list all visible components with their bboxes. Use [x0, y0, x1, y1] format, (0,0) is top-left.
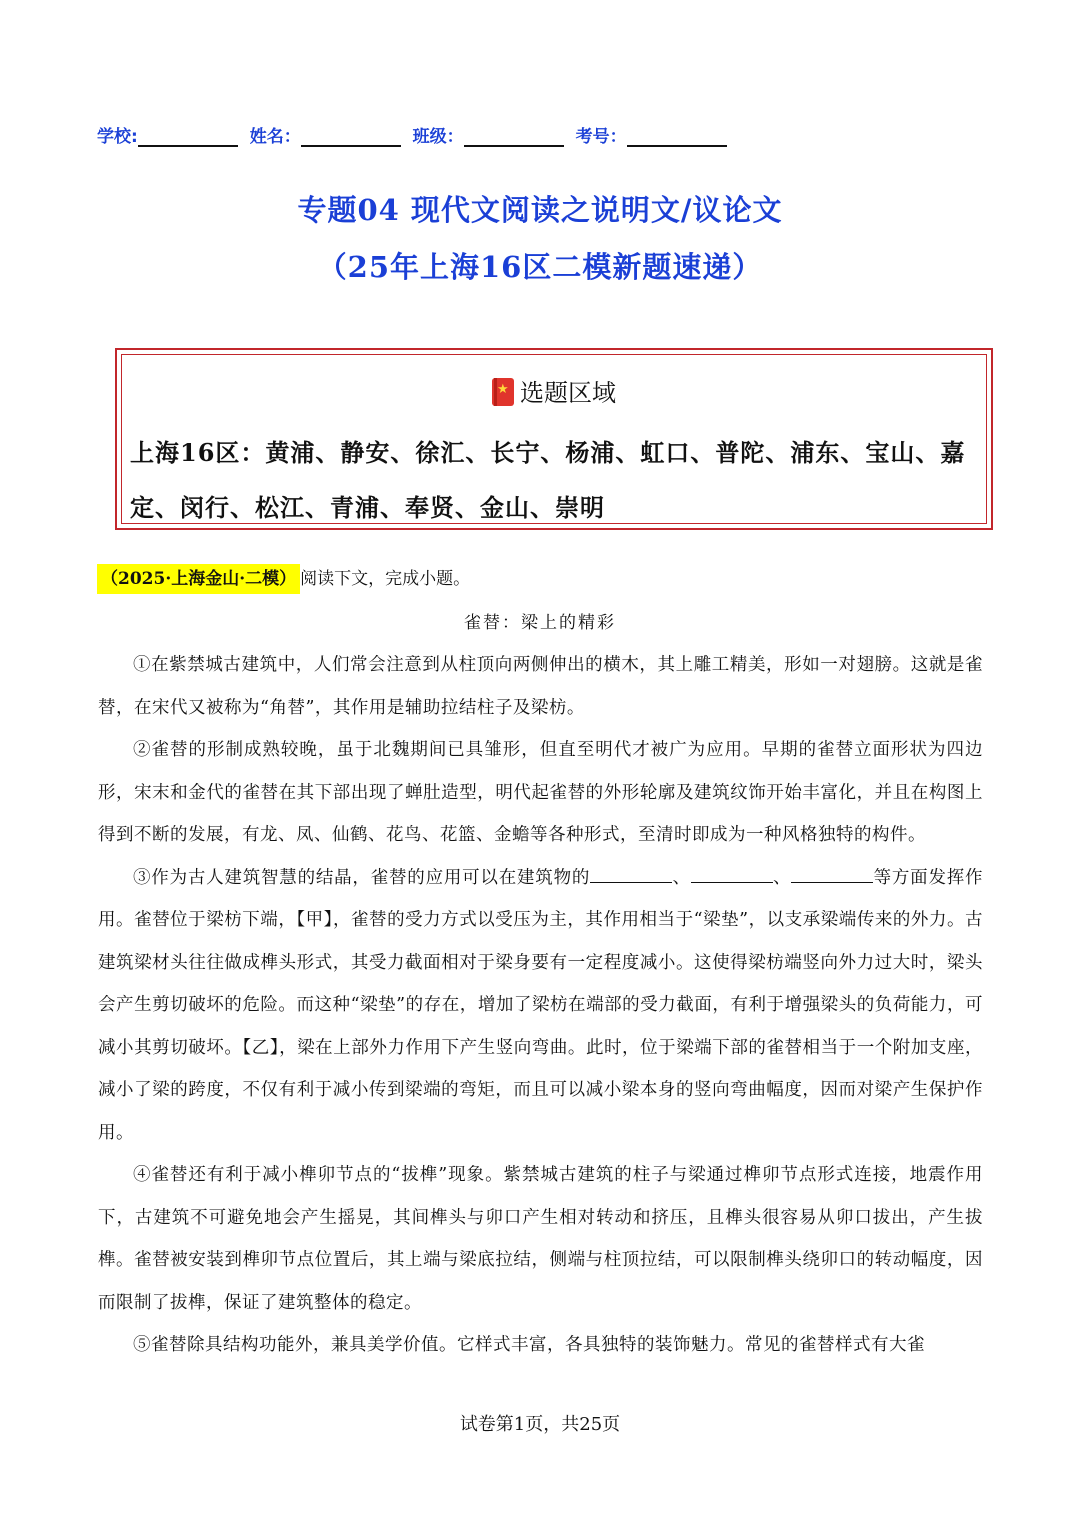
class-blank[interactable]: [464, 127, 564, 147]
name-blank[interactable]: [301, 127, 401, 147]
article-paragraph-4: ④雀替还有利于减小榫卯节点的“拔榫”现象。紫禁城古建筑的柱子与梁通过榫卯节点形式连接，地震作用下，古建筑不可避免地会产生摇晃，其间榫头与卯口产生相对转动和挤压，且榫头很容易从卯口拔出，产生拔榫。雀替被安装到榫卯节点位置后，其上端与梁底拉结，侧端与柱顶拉结，可以限制榫头绕卯口的转动幅度，因而限制了拔榫，保证了建筑整体的稳定。: [98, 1165, 983, 1313]
student-info-fields: [97, 122, 797, 152]
question-source-line: [97, 564, 470, 589]
paragraph-3-part-c: ，雀替的受力方式以受压为主，其作用相当于“梁垫”，以支承梁端传来的外力。古建筑梁材头往往做成榫头形式，其受力截面相对于梁身要有一定程度减小。这使得梁枋端竖向外力过大时，梁头会产生剪切破坏的危险。而这种“梁垫”的存在，增加了梁枋在端部的受力截面，有利于增强梁头的负荷能力，可减小其剪切破坏。: [98, 910, 984, 1058]
page-subtitle: （25年上海16区二模新题速递）: [317, 250, 763, 284]
answer-blank-3[interactable]: [791, 866, 873, 883]
marker-yi: 【乙】: [242, 1037, 280, 1058]
article-paragraph-5: ⑤雀替除具结构功能外，兼具美学价值。它样式丰富，各具独特的装饰魅力。常见的雀替样式有大雀: [133, 1335, 925, 1355]
school-label: 学校:: [97, 127, 138, 147]
page-footer: 试卷第1页，共25页: [459, 1414, 621, 1435]
blank-separator-1: 、: [672, 867, 691, 888]
class-label: 班级：: [412, 127, 464, 147]
article-title: 雀替：梁上的精彩: [464, 613, 616, 633]
exam-source-tag: （2025·上海金山·二模）: [97, 564, 300, 594]
number-blank[interactable]: [627, 127, 727, 147]
marker-jia: 【甲】: [296, 910, 333, 930]
selection-area-heading: [122, 373, 986, 408]
selection-area-title: 选题区域: [520, 379, 616, 407]
red-book-icon: [492, 378, 514, 406]
selection-area-inner-border: [121, 354, 987, 524]
district-list: 上海16区：黄浦、静安、徐汇、长宁、杨浦、虹口、普陀、浦东、宝山、嘉定、闵行、松江、青浦、奉贤、金山、崇明: [130, 438, 966, 522]
article-paragraph-3: [98, 857, 983, 1155]
page-title: 专题04 现代文阅读之说明文/议论文: [297, 193, 783, 227]
paragraph-3-part-d: ，梁在上部外力作用下产生竖向弯曲。此时，位于梁端下部的雀替相当于一个附加支座，减小了梁的跨度，不仅有利于减小传到梁端的弯矩，而且可以减小梁本身的竖向弯曲幅度，因而对梁产生保护作用。: [98, 1037, 984, 1143]
article-body: [98, 644, 983, 1367]
number-label: 考号：: [575, 127, 627, 147]
paragraph-3-part-b: 等方面发挥作用。雀替位于梁枋下端，: [98, 867, 984, 930]
paragraph-3-part-a: ③作为古人建筑智慧的结晶，雀替的应用可以在建筑物的: [133, 867, 591, 888]
name-label: 姓名：: [249, 127, 301, 147]
selection-area-box: [115, 348, 993, 530]
article-paragraph-2: ②雀替的形制成熟较晚，虽于北魏期间已具雏形，但直至明代才被广为应用。早期的雀替立面形状为四边形，宋末和金代的雀替在其下部出现了蝉肚造型，明代起雀替的外形轮廓及建筑纹饰开始丰富化，并且在构图上得到不断的发展，有龙、凤、仙鹤、花鸟、花篮、金蟾等各种形式，至清时即成为一种风格独特的构件。: [98, 740, 983, 845]
answer-blank-2[interactable]: [691, 866, 773, 883]
answer-blank-1[interactable]: [590, 866, 672, 883]
blank-separator-2: 、: [772, 867, 792, 888]
school-blank[interactable]: [138, 127, 238, 147]
question-instruction: 阅读下文，完成小题。: [300, 569, 471, 589]
article-paragraph-1: ①在紫禁城古建筑中，人们常会注意到从柱顶向两侧伸出的横木，其上雕工精美，形如一对翅膀。这就是雀替，在宋代又被称为“角替”，其作用是辅助拉结柱子及梁枋。: [98, 655, 983, 718]
